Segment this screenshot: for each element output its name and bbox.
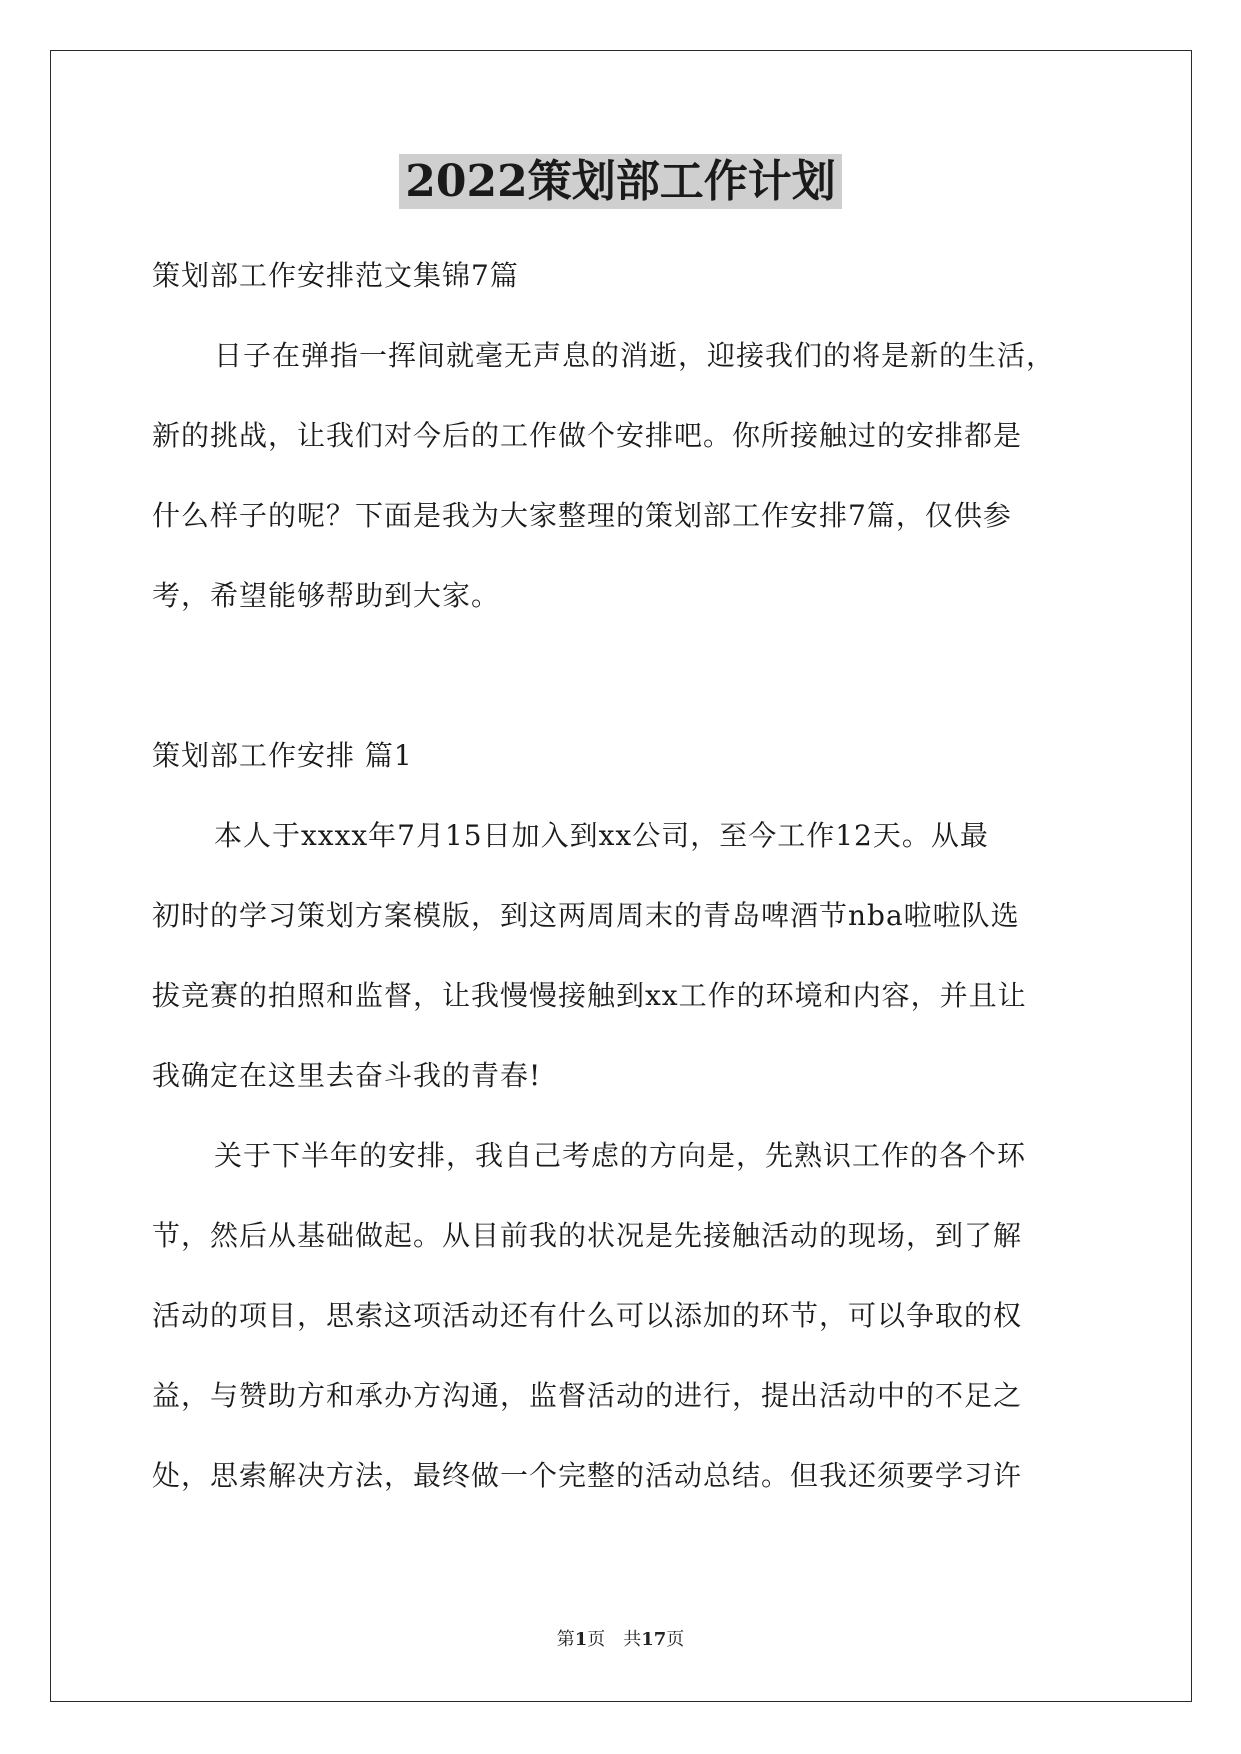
paragraph-line: 新的挑战，让我们对今后的工作做个安排吧。你所接触过的安排都是 xyxy=(152,419,1023,452)
page-current: 1 xyxy=(574,1629,588,1650)
paragraph-line: 初时的学习策划方案模版，到这两周周末的青岛啤酒节nba啦啦队选 xyxy=(152,899,1020,932)
paragraph-line: 日子在弹指一挥间就毫无声息的消逝，迎接我们的将是新的生活， xyxy=(214,339,1056,372)
page-suffix: 页 xyxy=(666,1629,685,1650)
document-title-text: 2022策划部工作计划 xyxy=(399,154,841,209)
document-subtitle: 策划部工作安排范文集锦7篇 xyxy=(152,259,519,292)
intro-paragraph xyxy=(152,316,1092,636)
paragraph-line: 益，与赞助方和承办方沟通，监督活动的进行，提出活动中的不足之 xyxy=(152,1379,1023,1412)
paragraph-line: 节，然后从基础做起。从目前我的状况是先接触活动的现场，到了解 xyxy=(152,1219,1023,1252)
page-footer xyxy=(0,1628,1241,1652)
paragraph-line: 活动的项目，思索这项活动还有什么可以添加的环节，可以争取的权 xyxy=(152,1299,1023,1332)
paragraph-line: 什么样子的呢？下面是我为大家整理的策划部工作安排7篇，仅供参 xyxy=(152,499,1012,532)
section-heading: 策划部工作安排 篇1 xyxy=(152,739,413,772)
page-prefix: 第 xyxy=(556,1629,575,1650)
paragraph-line: 我确定在这里去奋斗我的青春! xyxy=(152,1059,542,1092)
paragraph-line: 处，思索解决方法，最终做一个完整的活动总结。但我还须要学习许 xyxy=(152,1459,1023,1492)
section1-paragraph-1 xyxy=(152,796,1092,1116)
section1-paragraph-2 xyxy=(152,1116,1092,1516)
paragraph-line: 关于下半年的安排，我自己考虑的方向是，先熟识工作的各个环 xyxy=(214,1139,1027,1172)
page-total: 17 xyxy=(641,1629,667,1650)
document-body xyxy=(152,236,1092,1516)
page-mid: 页 共 xyxy=(587,1629,642,1650)
paragraph-line: 拔竞赛的拍照和监督，让我慢慢接触到xx工作的环境和内容，并且让 xyxy=(152,979,1027,1012)
document-title xyxy=(0,152,1241,212)
section-spacer xyxy=(152,636,1092,716)
paragraph-line: 本人于xxxx年7月15日加入到xx公司，至今工作12天。从最 xyxy=(214,819,989,852)
paragraph-line: 考，希望能够帮助到大家。 xyxy=(152,579,501,612)
